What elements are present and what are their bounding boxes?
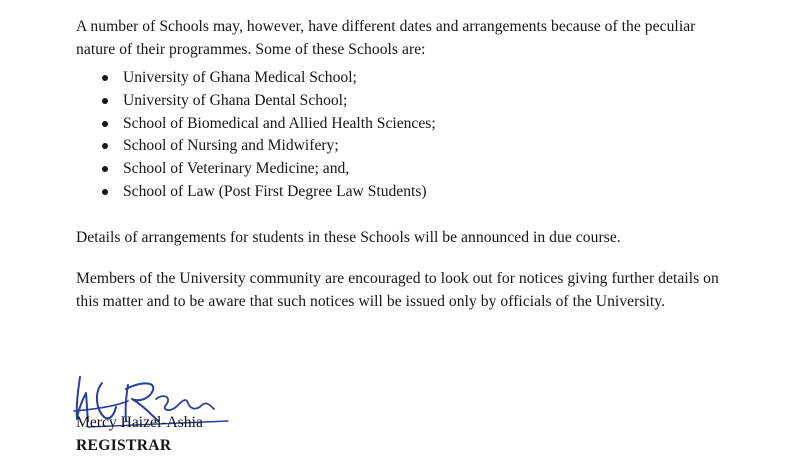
school-name: University of Ghana Medical School; xyxy=(123,69,357,86)
list-item xyxy=(76,181,436,204)
list-item xyxy=(76,90,436,113)
list-item xyxy=(76,135,436,158)
bullet-icon xyxy=(102,75,108,81)
school-name: University of Ghana Dental School; xyxy=(123,91,348,109)
school-name: School of Veterinary Medicine; and, xyxy=(123,160,350,178)
school-name: School of Law (Post First Degree Law Students) xyxy=(123,182,427,200)
bullet-icon xyxy=(102,189,108,195)
details-paragraph: Details of arrangements for students in these Schools will be announced in due course. xyxy=(76,229,621,246)
school-name: School of Biomedical and Allied Health Sciences; xyxy=(123,114,436,132)
schools-list xyxy=(76,67,436,204)
school-name: School of Nursing and Midwifery; xyxy=(123,137,339,155)
signatory-name: Mercy Haizel-Ashia xyxy=(76,414,203,431)
list-item xyxy=(76,158,436,181)
bullet-icon xyxy=(102,166,108,172)
list-item xyxy=(76,113,436,136)
intro-paragraph: A number of Schools may, however, have different dates and arrangements because of the peculiar nature of their programmes. Some of these Schools are: xyxy=(76,18,696,58)
notice-paragraph: Members of the University community are encouraged to look out for notices giving further details on this matter and to be aware that such notices will be issued only by officials of the University. xyxy=(76,270,719,310)
list-item xyxy=(76,67,436,90)
bullet-icon xyxy=(102,121,108,127)
bullet-icon xyxy=(102,98,108,104)
bullet-icon xyxy=(102,143,108,149)
signatory-title: REGISTRAR xyxy=(76,437,172,454)
